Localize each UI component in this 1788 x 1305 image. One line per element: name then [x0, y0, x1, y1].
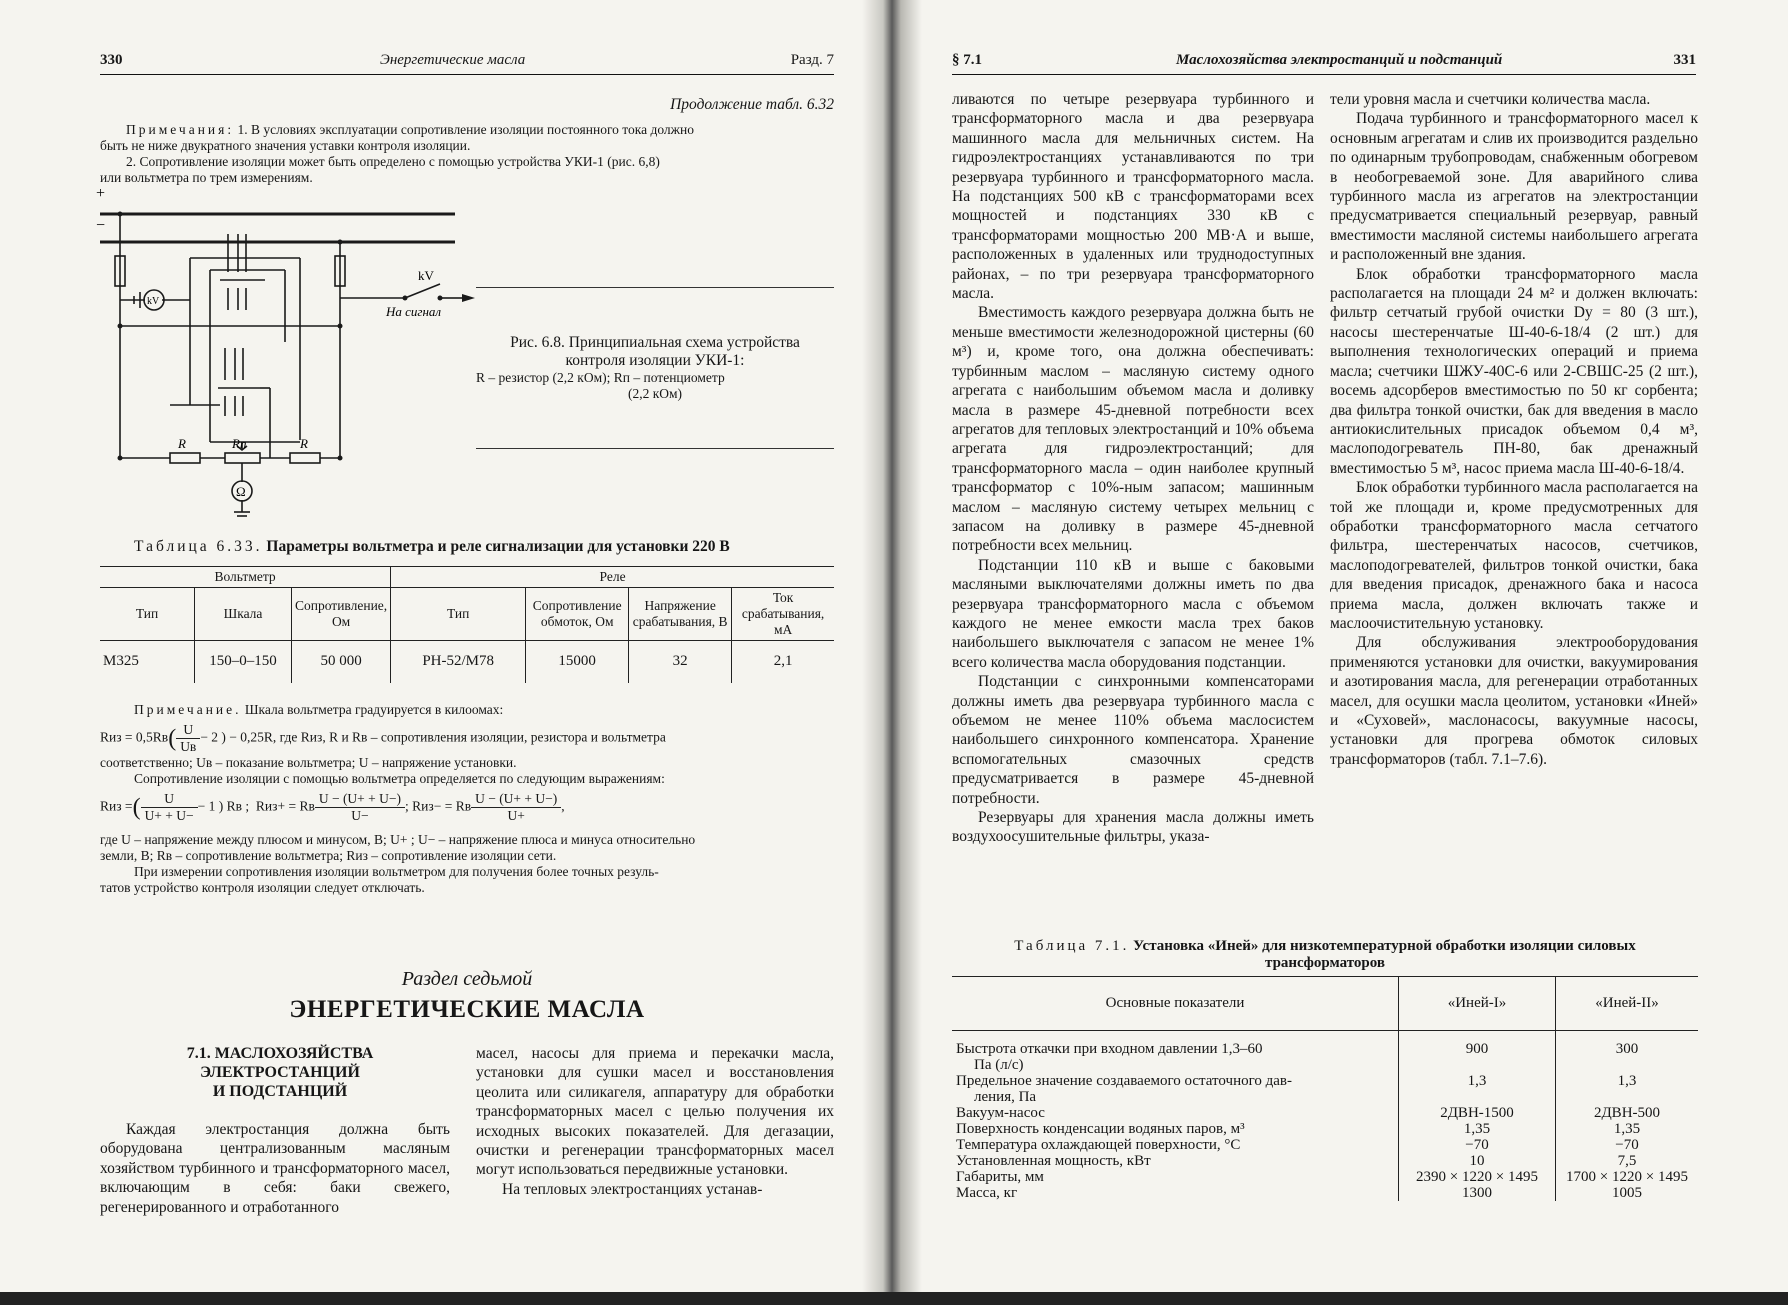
heading-line: 7.1. МАСЛОХОЗЯЙСТВА	[186, 1045, 374, 1062]
note-label: Примечание.	[134, 702, 242, 717]
table-row	[952, 1031, 1698, 1074]
caption-line: (2,2 кОм)	[627, 386, 683, 401]
table-caption-prefix: Таблица 7.1.	[1014, 938, 1130, 954]
table-cell	[952, 1153, 1399, 1169]
formula-part: Rиз =	[100, 798, 133, 814]
cell-text: Предельное значение создаваемого остаточного дав-	[956, 1073, 1292, 1089]
note-line: 2. Сопротивление изоляции может быть определено с помощью устройства УКИ-1 (рис. 6,8)	[126, 154, 660, 169]
table-row	[952, 1153, 1698, 1169]
column-header: Шкала	[195, 588, 292, 641]
cell-text: 2390 × 1220 × 1495	[1416, 1169, 1538, 1185]
table-cell	[1556, 1121, 1699, 1137]
table-cell	[1556, 1137, 1699, 1153]
table-7-1-caption	[952, 938, 1698, 972]
column-header: Основные показатели	[952, 977, 1399, 1031]
cell-text: Масса, кг	[956, 1185, 1018, 1201]
table-cell	[952, 1105, 1399, 1121]
fraction	[315, 791, 405, 824]
caption-line: Рис. 6.8. Принципиальная схема устройства	[510, 334, 800, 351]
kilovoltmeter-label: kV	[147, 296, 160, 307]
resistor-label: R	[300, 436, 308, 451]
note-text: Шкала вольтметра градуируется в килоомах:	[241, 702, 504, 717]
table-cell	[1399, 1073, 1556, 1105]
column-header: «Иней-I»	[1399, 977, 1556, 1031]
cell-text: 1700 × 1220 × 1495	[1566, 1169, 1688, 1185]
column-header: «Иней-II»	[1556, 977, 1699, 1031]
note-line: или вольтметра по трем измерениям.	[100, 170, 313, 185]
table-cell	[1556, 1169, 1699, 1185]
column-header: Напряжение срабатывания, В	[629, 588, 732, 641]
cell-text: Поверхность конденсации водяных паров, м³	[956, 1121, 1245, 1137]
numerator: U	[141, 791, 198, 808]
table-cell: М325	[100, 641, 195, 683]
left-running-header	[100, 48, 834, 75]
denominator: U+	[507, 808, 525, 823]
paragraph: Подача турбинного и трансформаторного масел к основным агрегатам и слив их производится раздельно по одинарным трубопроводам, снабженным обогревом в необогреваемой зоне. Для аварийного слива турбинного масла из агрегатов на электростанции предусматривается специальный резервуар, равный вместимости масляной системы наибольшего агрегата и расположенный вне здания.	[1330, 110, 1698, 264]
table-continuation: Продолжение табл. 6.32	[670, 96, 834, 113]
table-cell	[952, 1121, 1399, 1137]
cell-text: Габариты, мм	[956, 1169, 1044, 1185]
book-gutter	[862, 0, 922, 1305]
cell-text: 1300	[1462, 1185, 1492, 1201]
paragraph: Резервуары для хранения масла должны иметь воздухоосушительные фильтры, указа-	[952, 809, 1314, 846]
running-title: Энергетические масла	[380, 52, 526, 68]
table-cell	[1399, 1105, 1556, 1121]
paragraph: На тепловых электростанциях устанав-	[502, 1180, 763, 1198]
note-line: соответственно; Uв – показание вольтметра; U – напряжение установки.	[100, 755, 517, 770]
table-cell: 2,1	[732, 641, 834, 683]
formula-part: − 2 ) − 0,25R, где Rиз, R и Rв – сопротивления изоляции, резистора и вольтметра	[200, 729, 666, 745]
table-cell: 15000	[526, 641, 629, 683]
right-page	[918, 0, 1788, 1290]
formula-line: Rиз =( $\frac{U}{U+ + U-}$ − 1 ) Rв ; Rиз+ = Rв $\frac{U - (U+ + U-)}{U-}$ ; Rиз− = Rв $\frac{U - (U+ + U-)}{U+}$ ,	[100, 791, 565, 823]
table-cell	[1399, 1185, 1556, 1201]
cell-text: ления, Па	[974, 1089, 1037, 1105]
note-line: При измерении сопротивления изоляции вольтметром для получения более точных резуль-	[134, 864, 659, 879]
notes-label: Примечания:	[126, 122, 235, 137]
header-voltmeter: Вольтметр	[100, 567, 391, 588]
header-relay: Реле	[391, 567, 834, 588]
table-cell	[952, 1073, 1399, 1105]
figure-rule	[476, 448, 834, 449]
table-row	[952, 1073, 1698, 1105]
fraction	[471, 791, 561, 824]
table-row	[952, 1169, 1698, 1185]
notes-top	[100, 122, 834, 186]
formula-part: − 1 ) Rв ;	[197, 798, 250, 814]
paragraph: Подстанции 110 кВ и выше с баковыми масляными выключателями должны иметь по два резервуара трансформаторного масла с объемом каждого не менее емкости масла трех баков наибольшего выключателя с запасом не менее 1% всего количества масла оборудования подстанции.	[952, 556, 1314, 671]
table-row	[100, 641, 834, 683]
kv-relay-label: kV	[418, 268, 434, 283]
table-cell: РН-52/М78	[391, 641, 526, 683]
table-row	[952, 1121, 1698, 1137]
cell-text: 7,5	[1617, 1153, 1637, 1169]
table-caption-title: трансформаторов	[1265, 955, 1385, 971]
table-cell: 150–0–150	[195, 641, 292, 683]
cell-text: 1,35	[1613, 1121, 1641, 1137]
paragraph: масел, насосы для приема и перекачки масла, установки для сушки масел и восстановления цеолита или силикагеля, аппаратуру для обработки трансформаторных масел с целью получения их исходных высоких показателей. Для дегазации, очистки и регенерации трансформаторных масел могут использоваться передвижные установки.	[476, 1045, 834, 1179]
table-cell	[1399, 1121, 1556, 1137]
column-header: Ток срабатывания, мА	[732, 588, 834, 641]
table-body	[952, 1031, 1698, 1202]
table-cell	[1556, 1153, 1699, 1169]
table-caption-prefix: Таблица 6.33.	[134, 538, 263, 555]
heading-line: И ПОДСТАНЦИЙ	[212, 1083, 348, 1100]
voltmeter-note	[100, 702, 834, 896]
table-cell	[1556, 1185, 1699, 1201]
cell-text: 300	[1615, 1041, 1639, 1057]
paragraph: Подстанции с синхронными компенсаторами должны иметь два резервуара турбинного масла с объемом не менее 110% объема маслосистем наибольшего синхронного компенсатора. Хранение вспомогательных смазочных средств предусматривается в размере 45-дневной потребности.	[952, 673, 1314, 807]
left-column-text	[100, 1120, 450, 1217]
cell-text: 2ДВН-500	[1593, 1105, 1661, 1121]
note-line: татов устройство контроля изоляции следует отключать.	[100, 880, 425, 895]
paragraph: Для обслуживания электрооборудования применяются установки для очистки, вакуумирования и азотирования масла, для регенерации отработанных масел, для осушки масла цеолитом, установки «Иней» и «Суховей», маслонасосы, вакуумные насосы, установки для прогрева обмоток силовых трансформаторов (табл. 7.1–7.6).	[1330, 634, 1698, 768]
right-column-1	[952, 90, 1314, 847]
cell-text: Па (л/с)	[974, 1057, 1024, 1073]
running-title: Маслохозяйства электростанций и подстанций	[1176, 52, 1503, 68]
cell-text: 1,3	[1617, 1073, 1637, 1089]
cell-text: Температура охлаждающей поверхности, °С	[956, 1137, 1241, 1153]
table-cell	[952, 1169, 1399, 1185]
table-cell	[1556, 1105, 1699, 1121]
potentiometer-label: Rп	[232, 436, 247, 451]
table-6-33	[100, 566, 834, 683]
ohmmeter-label: Ω	[236, 484, 246, 499]
right-column-2	[1330, 90, 1698, 769]
table-cell	[1399, 1153, 1556, 1169]
page-number: 330	[100, 52, 123, 68]
cell-text: −70	[1615, 1137, 1639, 1153]
table-caption-title: Параметры вольтметра и реле сигнализации для установки 220 В	[266, 538, 730, 555]
numerator: U	[176, 722, 200, 739]
part-title: ЭНЕРГЕТИЧЕСКИЕ МАСЛА	[289, 996, 645, 1023]
note-line: где U – напряжение между плюсом и минусом, В; U+ ; U− – напряжение плюса и минуса относительно	[100, 832, 696, 847]
cell-text: −70	[1465, 1137, 1489, 1153]
table-row	[952, 1185, 1698, 1201]
table-cell	[1399, 1169, 1556, 1185]
numerator: U − (U+ + U−)	[315, 791, 405, 808]
figure-caption	[476, 334, 834, 402]
cell-text: 10	[1469, 1153, 1485, 1169]
paragraph: Блок обработки трансформаторного масла располагается на площади 24 м² и должен включать: фильтр сетчатый грубой очистки Dу = 80 (3 шт.), насосы шестеренчатые Ш-40-6-18/4 (2 шт.) для выполнения технологических операций и приема масла; счетчики ШЖУ-40С-6 или 2-СВШС-25 (2 шт.), восемь адсорберов вместимостью по 50 кг сорбента; два фильтра тонкой очистки, бак для введения в масло антиокислительных присадок объемом 0,4 м³, маслоподогреватель ПН-80, бак дренажный вместимостью 5 м³, насос приема масла Ш-40-6-18/4.	[1330, 265, 1698, 477]
table-cell	[952, 1185, 1399, 1201]
denominator: U−	[351, 808, 369, 823]
insulation-monitor-schematic	[96, 185, 490, 520]
page-number: 331	[1673, 52, 1696, 68]
formula-line: Rиз = 0,5Rв( $\frac{U}{Uв}$ − 2 ) − 0,25R, где Rиз, R и Rв – сопротивления изоляции, резистора и вольтметра	[100, 722, 666, 754]
numerator: U − (U+ + U−)	[471, 791, 561, 808]
table-caption-title: Установка «Иней» для низкотемпературной обработки изоляции силовых	[1133, 938, 1636, 954]
cell-text: 900	[1465, 1041, 1489, 1057]
part-subtitle: Раздел седьмой	[401, 968, 533, 990]
table-7-1	[952, 976, 1698, 1201]
fraction	[176, 722, 200, 755]
cell-text: 1,35	[1463, 1121, 1491, 1137]
paragraph: тели уровня масла и счетчики количества масла.	[1330, 91, 1651, 108]
note-line: 1. В условиях эксплуатации сопротивление изоляции постоянного тока должно	[234, 122, 694, 137]
table-cell	[952, 1137, 1399, 1153]
table-cell: 32	[629, 641, 732, 683]
column-header: Тип	[100, 588, 195, 641]
paragraph: ливаются по четыре резервуара турбинного и трансформаторного масла и два резервуара машинного масла для мельничных систем. На гидроэлектростанциях устанавливаются по три резервуара турбинного и трансформаторного масла. На подстанциях 500 кВ с трансформаторами всех мощностей и подстанциях 330 кВ с трансформаторами мощностью 200 МВ·А и выше, расположенных в удаленных или труднодоступных районах, – по три резервуара трансформаторного масла.	[952, 91, 1314, 303]
formula-part: Rиз+ = Rв	[255, 798, 315, 814]
cell-text: Установленная мощность, кВт	[956, 1153, 1151, 1169]
fraction	[141, 791, 198, 824]
paragraph: Каждая электростанция должна быть оборудована централизованным масляным хозяйством турбинного и трансформаторного масел, включающим в себя: баки свежего, регенерированного и отработанного	[100, 1121, 450, 1216]
cell-text: 1005	[1612, 1185, 1642, 1201]
right-column-text	[476, 1044, 834, 1199]
heading-line: ЭЛЕКТРОСТАНЦИЙ	[200, 1064, 360, 1081]
table-cell	[952, 1031, 1399, 1074]
table-row	[952, 1137, 1698, 1153]
table-cell	[1399, 1137, 1556, 1153]
plus-label: +	[96, 185, 106, 202]
section-label: Разд. 7	[790, 52, 834, 68]
scan-edge	[0, 1292, 1788, 1305]
minus-label: −	[96, 217, 106, 234]
section-label: § 7.1	[952, 52, 982, 68]
cell-text: 2ДВН-1500	[1440, 1105, 1514, 1121]
right-running-header	[952, 48, 1696, 75]
signal-output-label: На сигнал	[386, 304, 442, 319]
figure-rule	[476, 287, 834, 288]
column-header: Тип	[391, 588, 526, 641]
column-header: Сопротивление обмоток, Ом	[526, 588, 629, 641]
table-cell	[1399, 1031, 1556, 1074]
note-line: Сопротивление изоляции с помощью вольтметра определяется по следующим выражениям:	[134, 771, 665, 786]
denominator: U+ + U−	[144, 808, 194, 823]
formula-part: Rиз = 0,5Rв	[100, 729, 169, 745]
cell-text: Вакуум-насос	[956, 1105, 1045, 1121]
caption-line: контроля изоляции УКИ-1:	[565, 352, 745, 369]
note-line: земли, В; Rв – сопротивление вольтметра; Rиз – сопротивление изоляции сети.	[100, 848, 557, 863]
table-cell	[1556, 1031, 1699, 1074]
caption-line: R – резистор (2,2 кОм); Rп – потенциометр	[476, 370, 725, 385]
cell-text: 1,3	[1467, 1073, 1487, 1089]
left-page	[0, 0, 870, 1290]
table-cell: 50 000	[292, 641, 391, 683]
section-heading	[100, 1044, 460, 1101]
note-line: быть не ниже двукратного значения уставки контроля изоляции.	[100, 138, 471, 153]
column-header: Сопротивление, Ом	[292, 588, 391, 641]
table-cell	[1556, 1073, 1699, 1105]
formula-part: ; Rиз− = Rв	[405, 798, 472, 814]
table-row	[952, 1105, 1698, 1121]
cell-text: Быстрота откачки при входном давлении 1,3–60	[956, 1041, 1263, 1057]
denominator: Uв	[180, 739, 197, 754]
paragraph: Вместимость каждого резервуара должна быть не меньше вместимости железнодорожной цистерны (60 м³) и, кроме того, она должна обеспечивать: турбинным маслом – масляную систему одного агрегата с наибольшим объемом масла и доливку масла в размере 45-дневной потребности всех агрегатов для тепловых электростанций и 10% объема агрегата для гидроэлектростанций; для трансформаторного масла – один наиболее крупный трансформатор с 10%-ным запасом; машинным маслом – масляную систему четырех мельниц с запасом на доливку в размере 45-дневной потребности всех мельниц.	[952, 304, 1314, 555]
resistor-label: R	[178, 436, 186, 451]
table-6-33-caption	[134, 538, 730, 556]
paragraph: Блок обработки турбинного масла располагается на той же площади и, кроме предусмотренных для обработки трансформаторного масла сетчатого фильтра, шестеренчатых насосов, счетчиков, маслоподогревателей, фильтров тонкой очистки, бака для введения присадок, дренажного бака и насоса приема масла, должен включать также и маслоочистительную установку.	[1330, 479, 1698, 632]
